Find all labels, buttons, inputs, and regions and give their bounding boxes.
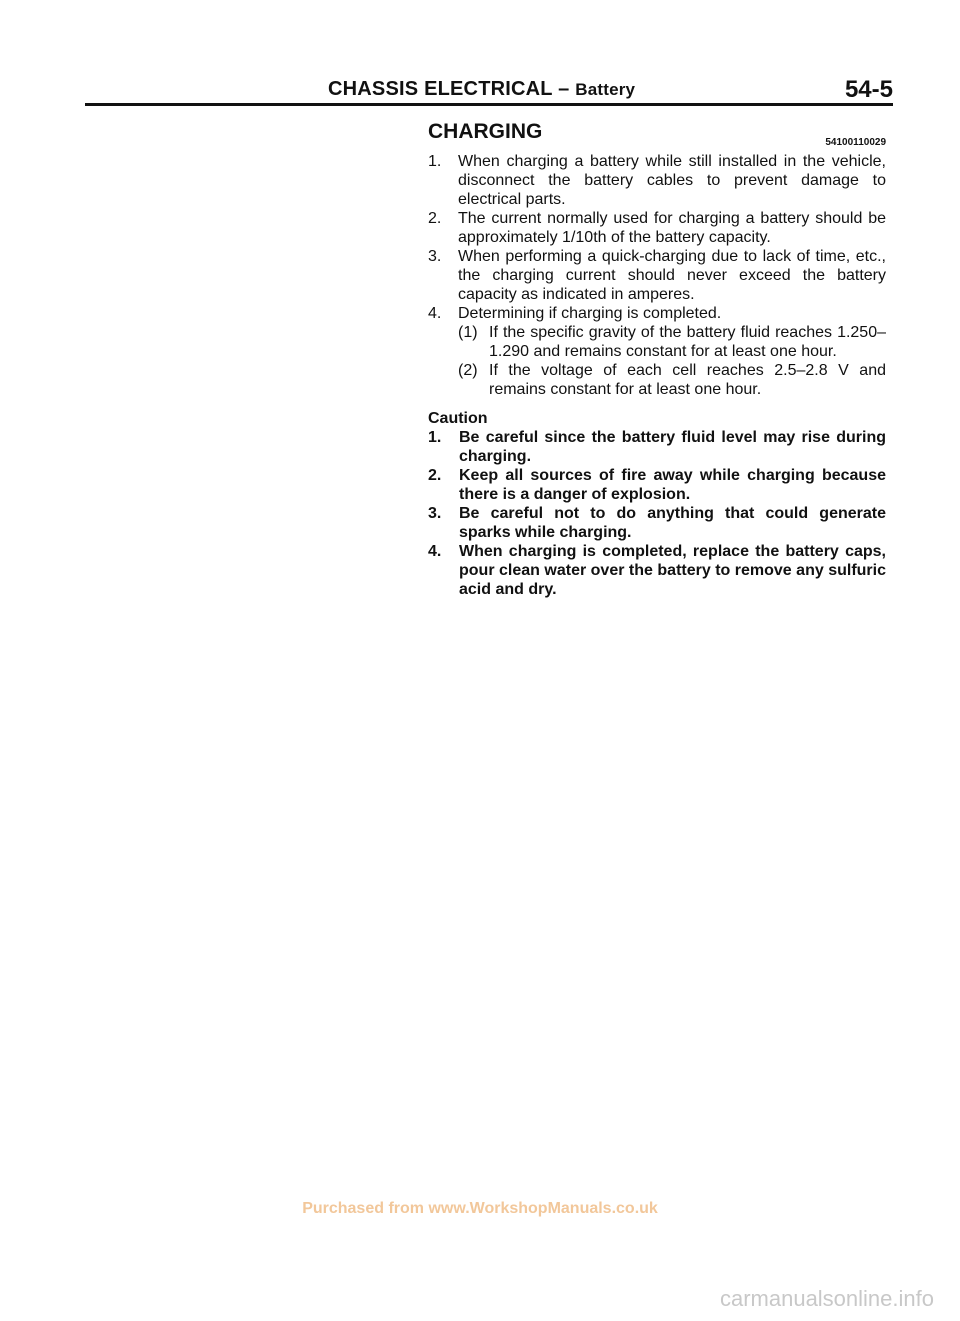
list-item-text: Determining if charging is completed.: [458, 305, 722, 322]
sublist-item-number: (2): [458, 362, 478, 379]
caution-item: [428, 504, 886, 542]
main-content: [428, 122, 886, 599]
header-subtitle: Battery: [575, 80, 636, 99]
header-title: [328, 78, 635, 101]
caution-item-text: Keep all sources of fire away while charging because there is a danger of explosion.: [459, 467, 886, 503]
caution-block: [428, 409, 886, 599]
list-item-text: When charging a battery while still installed in the vehicle, disconnect the battery cables to prevent damage to electrical parts.: [458, 153, 886, 208]
site-watermark: carmanualsonline.info: [719, 1286, 934, 1311]
sublist-item: [458, 323, 886, 361]
header-section-name: CHASSIS ELECTRICAL: [328, 78, 553, 100]
list-item-number: 4.: [428, 305, 442, 322]
list-item-number: 2.: [428, 210, 442, 227]
header-rule: [85, 103, 893, 106]
list-item: [428, 247, 886, 304]
sublist-item: [458, 361, 886, 399]
sublist: [458, 323, 886, 399]
list-item-number: 1.: [428, 153, 442, 170]
sublist-item-text: If the voltage of each cell reaches 2.5–2.8 V and remains constant for at least one hour.: [489, 362, 886, 398]
caution-heading: Caution: [428, 410, 488, 427]
list-item: [428, 209, 886, 247]
caution-item-text: Be careful since the battery fluid level may rise during charging.: [459, 429, 886, 465]
caution-item: [428, 466, 886, 504]
caution-item-number: 4.: [428, 543, 442, 560]
list-item-number: 3.: [428, 248, 442, 265]
list-item-text: When performing a quick-charging due to lack of time, etc., the charging current should never exceed the battery capacity as indicated in amperes.: [458, 248, 886, 303]
page-header: [85, 76, 893, 106]
purchased-from-footer: Purchased from www.WorkshopManuals.co.uk: [302, 1200, 658, 1217]
sublist-item-number: (1): [458, 324, 478, 341]
section-title: CHARGING: [428, 120, 543, 143]
caution-item-number: 3.: [428, 505, 442, 522]
caution-item-text: Be careful not to do anything that could generate sparks while charging.: [459, 505, 886, 541]
caution-item-number: 2.: [428, 467, 442, 484]
list-item-text: The current normally used for charging a battery should be approximately 1/10th of the battery capacity.: [458, 210, 886, 246]
page-number: 54-5: [844, 76, 893, 103]
caution-item: [428, 542, 886, 599]
sublist-item-text: If the specific gravity of the battery fluid reaches 1.250–1.290 and remains constant for at least one hour.: [489, 324, 886, 360]
list-item: [428, 152, 886, 209]
section-heading: [428, 122, 886, 152]
caution-item: [428, 428, 886, 466]
list-item: [428, 304, 886, 399]
section-code: 54100110029: [825, 137, 886, 148]
caution-item-text: When charging is completed, replace the battery caps, pour clean water over the battery to remove any sulfuric acid and dry.: [459, 543, 886, 598]
header-separator: –: [558, 78, 570, 100]
caution-item-number: 1.: [428, 429, 442, 446]
